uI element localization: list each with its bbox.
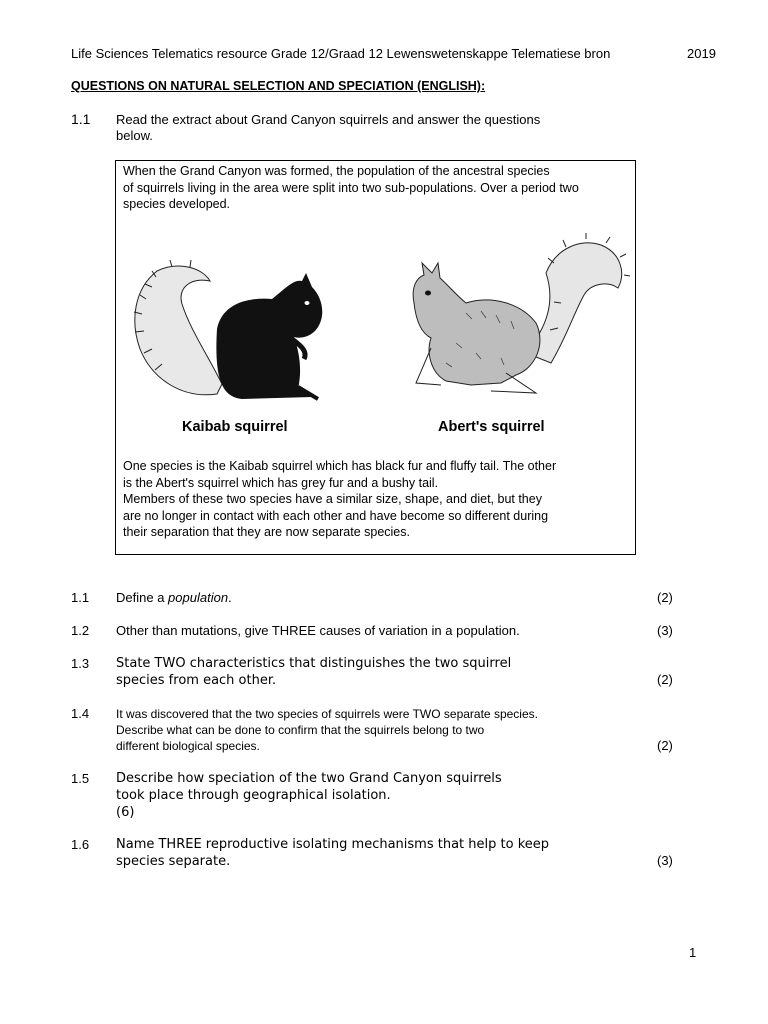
- question-line: Describe how speciation of the two Grand Canyon squirrels: [116, 771, 502, 786]
- extract-paragraph-1: [123, 163, 579, 213]
- aberts-squirrel-label: Abert's squirrel: [438, 419, 545, 435]
- question-marks: (3): [657, 623, 673, 638]
- extract-box: [115, 160, 636, 555]
- question-text: [116, 770, 502, 821]
- page-number: 1: [689, 945, 697, 960]
- question-line: It was discovered that the two species of squirrels were TWO separate species.: [116, 707, 538, 721]
- question-line: Describe what can be done to confirm that the squirrels belong to two: [116, 723, 485, 737]
- question-number: 1.6: [71, 837, 90, 852]
- question-text: [116, 655, 511, 689]
- question-marks-inline: (6): [116, 805, 135, 820]
- page-title: QUESTIONS ON NATURAL SELECTION AND SPECIATION (ENGLISH):: [71, 79, 486, 93]
- question-text-part: .: [228, 590, 232, 605]
- extract-line: Members of these two species have a similar size, shape, and diet, but they: [123, 492, 542, 506]
- kaibab-squirrel-label: Kaibab squirrel: [182, 419, 288, 435]
- extract-line: species developed.: [123, 197, 231, 211]
- question-emphasis: population: [168, 590, 229, 605]
- question-number: 1.1: [71, 590, 90, 605]
- intro-line: Read the extract about Grand Canyon squirrels and answer the questions: [116, 112, 541, 127]
- question-line: species from each other.: [116, 673, 277, 688]
- question-number: 1.2: [71, 623, 90, 638]
- intro-text: [116, 112, 540, 144]
- header-year: 2019: [687, 46, 716, 61]
- question-number: 1.5: [71, 771, 90, 786]
- question-marks: (3): [657, 853, 673, 868]
- question-text: [116, 623, 520, 639]
- question-number: 1.4: [71, 706, 90, 721]
- question-marks: (2): [657, 590, 673, 605]
- extract-line: is the Abert's squirrel which has grey fur and a bushy tail.: [123, 475, 439, 490]
- question-number: 1.3: [71, 656, 90, 671]
- extract-line: of squirrels living in the area were split into two sub-populations. Over a period two: [123, 180, 579, 195]
- question-marks: (2): [657, 672, 673, 687]
- question-line: species separate.: [116, 854, 231, 869]
- extract-line: When the Grand Canyon was formed, the population of the ancestral species: [123, 164, 550, 178]
- header-text: Life Sciences Telematics resource Grade 12/Graad 12 Lewenswetenskappe Telematiese bron: [71, 46, 611, 61]
- intro-line: below.: [116, 128, 153, 143]
- intro-number: 1.1: [71, 111, 91, 127]
- question-line: Name THREE reproductive isolating mechanisms that help to keep: [116, 837, 550, 852]
- extract-line: their separation that they are now separate species.: [123, 525, 410, 539]
- question-text: [116, 590, 232, 606]
- question-text: [116, 706, 538, 754]
- question-line: State TWO characteristics that distinguishes the two squirrel: [116, 656, 512, 671]
- question-text: [116, 836, 549, 870]
- kaibab-squirrel-image: [122, 259, 342, 409]
- extract-line: One species is the Kaibab squirrel which has black fur and fluffy tail. The other: [123, 459, 557, 473]
- question-line: different biological species.: [116, 739, 260, 753]
- question-line: Other than mutations, give THREE causes of variation in a population.: [116, 623, 520, 638]
- question-text-part: Define a: [116, 590, 169, 605]
- question-marks: (2): [657, 738, 673, 753]
- aberts-squirrel-image: [386, 233, 631, 408]
- question-line: took place through geographical isolation.: [116, 788, 391, 803]
- extract-paragraph-2: [123, 458, 556, 541]
- extract-line: are no longer in contact with each other and have become so different during: [123, 508, 549, 523]
